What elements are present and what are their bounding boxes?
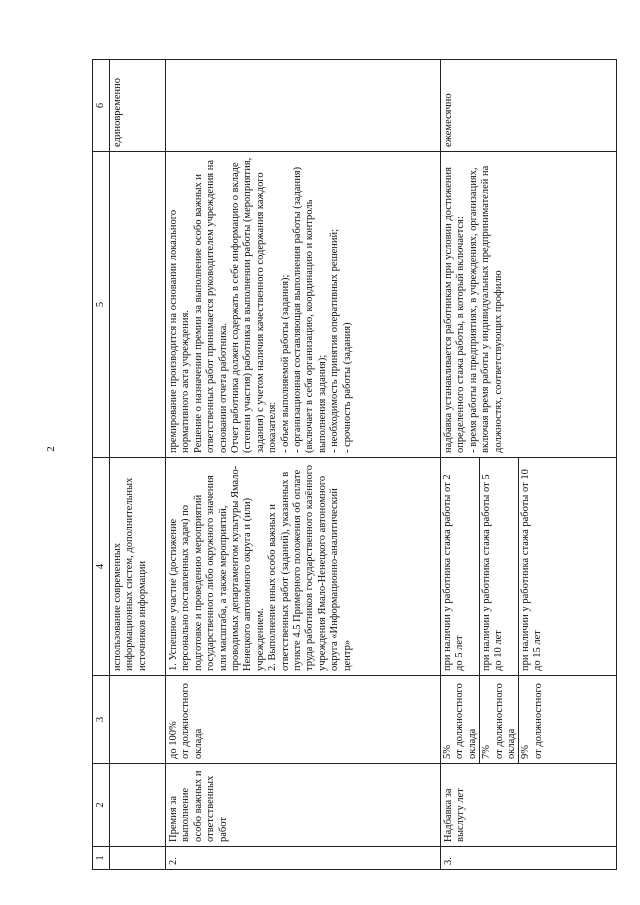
row2-cond-4: - объем выполняемой работы (задания); — [279, 274, 291, 453]
row3-frequency: ежемесячно — [441, 60, 617, 152]
continuation-row — [110, 60, 166, 870]
row2-criteria — [166, 458, 441, 676]
col-header-5: 5 — [93, 152, 110, 458]
tier-3-criteria: при наличии у работника стажа работы от 10 до 15 лет — [518, 458, 545, 675]
table-row-bonus — [166, 60, 441, 870]
row3-amounts — [441, 676, 617, 764]
rotated-page — [92, 60, 617, 870]
continuation-criteria: использование современных информационных систем, дополнительных источников информации — [110, 458, 166, 676]
row2-cond-2: Решение о назначении премии за выполнение особо важных и ответственных работ принимается руководителем учреждения на основании отчета работника. — [192, 159, 229, 453]
row2-amount-note: от должностного оклада — [180, 683, 204, 759]
tier-2-criteria: при наличии у работника стажа работы от 5 до 10 лет — [479, 458, 518, 675]
tier-2-note: от должностного оклада — [493, 683, 518, 759]
col-header-2: 2 — [93, 764, 110, 847]
col-header-3: 3 — [93, 676, 110, 764]
row2-number: 2. — [166, 847, 441, 870]
tier-3-amount — [518, 676, 545, 763]
row2-cond-7: - срочность работы (задания) — [341, 322, 353, 453]
row2-conditions — [166, 152, 441, 458]
row2-cond-1: премирование производится на основании локального нормативного акта учреждения. — [168, 209, 192, 453]
table-row-seniority — [441, 60, 617, 870]
row2-criteria-2: 2. Выполнение иных особо важных и ответственных работ (заданий), указанных в пункте 4.5 Примерного положения об оплате труда работников государственного казённого учреждения Ямало-Ненецкого автономного округа «Информационно-аналитический центр» — [267, 465, 353, 671]
tier-3-percent: 9% — [520, 745, 532, 759]
tier-1-criteria: при наличии у работника стажа работы от 2 до 5 лет — [442, 474, 466, 671]
tier-1-percent: 5% — [442, 745, 453, 759]
header-row — [93, 60, 110, 870]
page-number: 2 — [44, 446, 57, 452]
row3-name: Надбавка за выслугу лет — [441, 764, 617, 847]
row3-number: 3. — [441, 847, 617, 870]
tier-3-note: от должностного — [532, 683, 544, 759]
row2-name: Премия за выполнение особо важных и ответственных работ — [166, 764, 441, 847]
row3-cond-1: надбавка устанавливается работникам при условии достижения определенного стажа работы, в который включается: — [443, 167, 467, 453]
row2-cond-3: Отчет работника должен содержать в себе информацию о вкладе (степени участия) работника в выполнении работы (мероприятия, задания) с учетом наличия качественного содержания каждого показателя: — [230, 157, 279, 453]
row3-cond-2: - время работы на предприятиях, в учреждениях, организациях, включая время работы у индивидуальных предпринимателей на должностях, соответствующих профилю — [467, 165, 504, 453]
tier-1-note: от должностного оклада — [454, 683, 478, 759]
col-header-4: 4 — [93, 458, 110, 676]
tier-1-amount — [441, 676, 479, 763]
payment-table — [92, 59, 617, 870]
row3-conditions — [441, 152, 617, 458]
row2-frequency — [166, 60, 441, 152]
row2-amount-cell — [166, 676, 441, 764]
row2-amount: до 100% — [168, 721, 179, 759]
row3-criteria — [441, 458, 617, 676]
row2-cond-5: - организационная составляющая выполнения работы (задания) (включает в себя организацию, координацию и контроль выполнения задания); — [292, 166, 328, 453]
tier-2-percent: 7% — [481, 745, 493, 759]
col-header-6: 6 — [93, 60, 110, 152]
col-header-1: 1 — [93, 847, 110, 870]
row2-cond-6: - необходимость принятия оперативных решений; — [329, 228, 341, 453]
tier-2-amount — [479, 676, 518, 763]
continuation-frequency: единовременно — [110, 60, 166, 152]
row2-criteria-1: 1. Успешное участие (достижение персонально поставленных задач) по подготовке и проведению мероприятий государственного либо окружного значения или масштаба, а также мероприятий, проводимых департаментом культуры Ямало-Ненецкого автономного округа и (или) учреждением. — [168, 465, 266, 671]
